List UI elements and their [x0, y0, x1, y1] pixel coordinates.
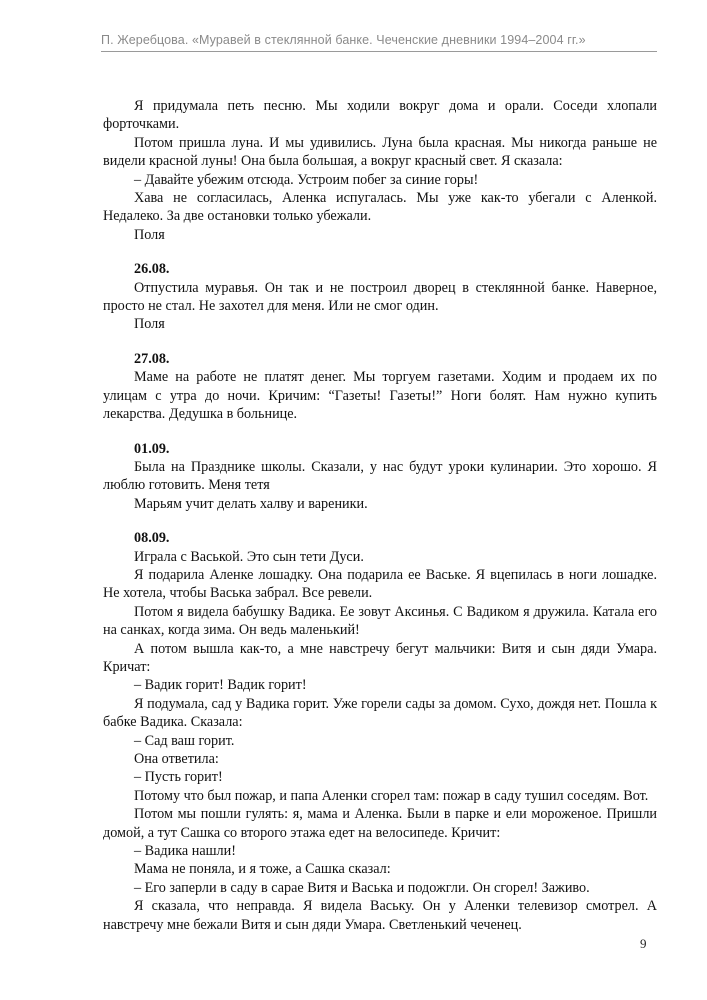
entry-date: 27.08. — [134, 350, 170, 367]
paragraph: Я подумала, сад у Вадика горит. Уже горели сады за домом. Сухо, дождя нет. Пошла к бабке Вадика. Сказала: — [103, 695, 657, 731]
paragraph: Я подарила Аленке лошадку. Она подарила ее Ваське. Я вцепилась в ноги лошадке. Не хотела, чтобы Васька забрал. Все ревели. — [103, 566, 657, 602]
paragraph: – Давайте убежим отсюда. Устроим побег за синие горы! — [134, 171, 479, 188]
paragraph: Я сказала, что неправда. Я видела Ваську. Он у Аленки телевизор смотрел. А навстречу мне бежали Витя и сын дяди Умара. Светленький чеченец. — [103, 898, 657, 933]
paragraph: А потом вышла как-то, а мне навстречу бегут мальчики: Витя и сын дяди Умара. Кричат: — [103, 640, 657, 675]
paragraph: Потом пришла луна. И мы удивились. Луна была красная. Мы никогда раньше не видели красной луны! Она была большая, а вокруг красный свет. Я сказала: — [103, 134, 657, 170]
paragraph: Потому что был пожар, и папа Аленки сгорел там: пожар в саду тушил соседям. Вот. — [134, 787, 649, 804]
paragraph: Хава не согласилась, Аленка испугалась. Мы уже как-то убегали с Аленкой. Недалеко. За две остановки только убежали. — [103, 190, 657, 225]
entry-date: 08.09. — [134, 530, 170, 547]
paragraph: Была на Празднике школы. Сказали, у нас будут уроки кулинарии. Это хорошо. Я люблю готовить. Меня тетя — [103, 458, 657, 494]
paragraph: – Пусть горит! — [134, 769, 223, 786]
paragraph: Потом мы пошли гулять: я, мама и Аленка. Были в парке и ели мороженое. Пришли домой, а тут Сашка со второго этажа едет на велосипеде. Кричит: — [103, 806, 657, 841]
paragraph: Играла с Васькой. Это сын тети Дуси. — [134, 548, 364, 565]
paragraph: Отпустила муравья. Он так и не построил дворец в стеклянной банке. Наверное, просто не стал. Не захотел для меня. Или не смог один. — [103, 279, 657, 315]
paragraph: Мама не поняла, и я тоже, а Сашка сказал: — [134, 861, 391, 878]
paragraph: Потом я видела бабушку Вадика. Ее зовут Аксинья. С Вадиком я дружила. Катала его на санках, когда зима. Он ведь маленький! — [103, 603, 657, 639]
paragraph: – Вадик горит! Вадик горит! — [134, 677, 307, 694]
entry-signature: Поля — [134, 226, 165, 243]
paragraph: Марьям учит делать халву и вареники. — [134, 495, 368, 512]
paragraph: – Вадика нашли! — [134, 843, 236, 860]
paragraph: Я придумала петь песню. Мы ходили вокруг дома и орали. Соседи хлопали форточками. — [103, 98, 657, 133]
header-divider — [101, 51, 657, 52]
page-number: 9 — [640, 936, 647, 951]
paragraph: Маме на работе не платят денег. Мы торгуем газетами. Ходим и продаем их по улицам с утра до ночи. Кричим: “Газеты! Газеты!” Ноги болят. Нам нужно купить лекарства. Дедушка в больнице. — [103, 369, 657, 423]
entry-date: 01.09. — [134, 440, 170, 457]
paragraph: – Сад ваш горит. — [134, 732, 235, 749]
entry-signature: Поля — [134, 316, 165, 333]
entry-date: 26.08. — [134, 261, 170, 278]
running-header: П. Жеребцова. «Муравей в стеклянной банке. Чеченские дневники 1994–2004 гг.» — [101, 33, 586, 47]
diary-text — [103, 97, 657, 934]
paragraph: Она ответила: — [134, 751, 219, 767]
paragraph: – Его заперли в саду в сарае Витя и Васька и подожгли. Он сгорел! Заживо. — [134, 879, 590, 896]
